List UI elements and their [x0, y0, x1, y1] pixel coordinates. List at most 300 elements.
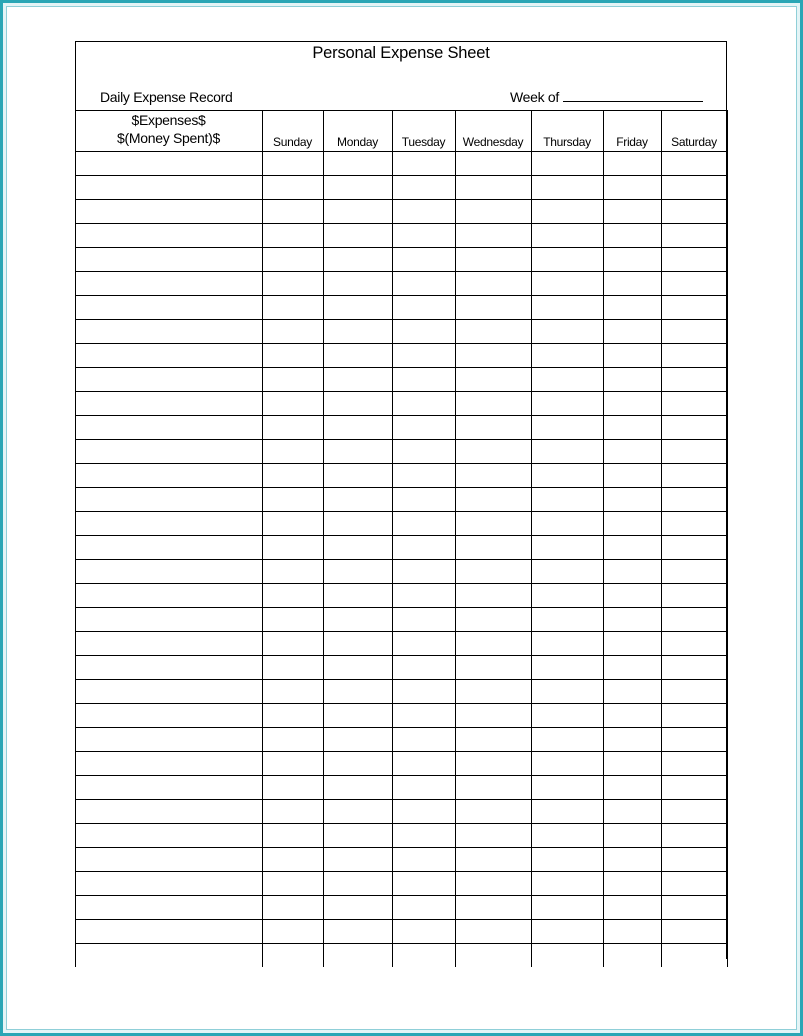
day-amount-cell[interactable] — [661, 800, 727, 824]
day-amount-cell[interactable] — [392, 296, 455, 320]
day-amount-cell[interactable] — [455, 488, 531, 512]
day-amount-cell[interactable] — [661, 272, 727, 296]
table-row — [75, 728, 727, 752]
day-amount-cell[interactable] — [661, 296, 727, 320]
day-amount-cell[interactable] — [603, 152, 661, 176]
day-amount-cell[interactable] — [531, 560, 603, 584]
day-amount-cell[interactable] — [661, 200, 727, 224]
expense-item-cell[interactable] — [75, 680, 262, 704]
day-amount-cell[interactable] — [262, 296, 323, 320]
table-row — [75, 704, 727, 728]
day-amount-cell[interactable] — [661, 152, 727, 176]
day-amount-cell[interactable] — [455, 344, 531, 368]
day-amount-cell[interactable] — [323, 464, 392, 488]
expense-item-cell[interactable] — [75, 224, 262, 248]
day-amount-cell[interactable] — [323, 176, 392, 200]
day-amount-cell[interactable] — [392, 896, 455, 920]
day-amount-cell[interactable] — [323, 320, 392, 344]
day-amount-cell[interactable] — [661, 440, 727, 464]
day-amount-cell[interactable] — [661, 704, 727, 728]
day-amount-cell[interactable] — [455, 440, 531, 464]
day-amount-cell[interactable] — [531, 176, 603, 200]
day-amount-cell[interactable] — [392, 152, 455, 176]
day-amount-cell[interactable] — [392, 464, 455, 488]
day-amount-cell[interactable] — [392, 800, 455, 824]
day-amount-cell[interactable] — [262, 680, 323, 704]
day-amount-cell[interactable] — [661, 584, 727, 608]
day-amount-cell[interactable] — [392, 560, 455, 584]
expense-item-cell[interactable] — [75, 752, 262, 776]
table-row — [75, 656, 727, 680]
day-amount-cell[interactable] — [323, 944, 392, 968]
day-amount-cell[interactable] — [323, 440, 392, 464]
day-amount-cell[interactable] — [455, 608, 531, 632]
day-amount-cell[interactable] — [603, 512, 661, 536]
day-amount-cell[interactable] — [661, 752, 727, 776]
day-amount-cell[interactable] — [323, 416, 392, 440]
day-amount-cell[interactable] — [531, 896, 603, 920]
day-amount-cell[interactable] — [661, 320, 727, 344]
day-amount-cell[interactable] — [392, 440, 455, 464]
day-amount-cell[interactable] — [455, 272, 531, 296]
day-amount-cell[interactable] — [531, 944, 603, 968]
day-amount-cell[interactable] — [323, 680, 392, 704]
day-amount-cell[interactable] — [455, 248, 531, 272]
day-amount-cell[interactable] — [455, 920, 531, 944]
day-amount-cell[interactable] — [603, 944, 661, 968]
day-amount-cell[interactable] — [531, 608, 603, 632]
day-amount-cell[interactable] — [323, 776, 392, 800]
day-amount-cell[interactable] — [262, 224, 323, 248]
day-amount-cell[interactable] — [661, 344, 727, 368]
day-amount-cell[interactable] — [603, 680, 661, 704]
table-row — [75, 776, 727, 800]
day-header-tuesday: Tuesday — [392, 111, 455, 152]
day-amount-cell[interactable] — [392, 392, 455, 416]
day-amount-cell[interactable] — [455, 416, 531, 440]
day-amount-cell[interactable] — [392, 368, 455, 392]
day-amount-cell[interactable] — [323, 584, 392, 608]
day-amount-cell[interactable] — [262, 632, 323, 656]
day-amount-cell[interactable] — [392, 680, 455, 704]
day-amount-cell[interactable] — [262, 608, 323, 632]
expense-item-cell[interactable] — [75, 344, 262, 368]
expense-item-cell[interactable] — [75, 896, 262, 920]
expense-rows — [75, 152, 727, 968]
day-amount-cell[interactable] — [262, 512, 323, 536]
day-amount-cell[interactable] — [392, 704, 455, 728]
day-amount-cell[interactable] — [661, 632, 727, 656]
day-amount-cell[interactable] — [455, 944, 531, 968]
day-amount-cell[interactable] — [531, 680, 603, 704]
sheet-title: Personal Expense Sheet — [312, 44, 490, 62]
expense-item-cell[interactable] — [75, 416, 262, 440]
day-amount-cell[interactable] — [392, 488, 455, 512]
day-amount-cell[interactable] — [603, 272, 661, 296]
day-amount-cell[interactable] — [262, 248, 323, 272]
day-amount-cell[interactable] — [531, 920, 603, 944]
expense-item-cell[interactable] — [75, 584, 262, 608]
day-amount-cell[interactable] — [392, 536, 455, 560]
day-amount-cell[interactable] — [661, 368, 727, 392]
day-amount-cell[interactable] — [392, 224, 455, 248]
expense-item-cell[interactable] — [75, 368, 262, 392]
day-amount-cell[interactable] — [455, 824, 531, 848]
day-amount-cell[interactable] — [392, 728, 455, 752]
day-amount-cell[interactable] — [323, 752, 392, 776]
expense-item-cell[interactable] — [75, 776, 262, 800]
day-amount-cell[interactable] — [603, 344, 661, 368]
day-amount-cell[interactable] — [603, 560, 661, 584]
day-amount-cell[interactable] — [323, 248, 392, 272]
day-amount-cell[interactable] — [531, 512, 603, 536]
day-amount-cell[interactable] — [661, 560, 727, 584]
day-amount-cell[interactable] — [455, 320, 531, 344]
day-amount-cell[interactable] — [455, 896, 531, 920]
day-amount-cell[interactable] — [262, 488, 323, 512]
day-amount-cell[interactable] — [531, 344, 603, 368]
day-amount-cell[interactable] — [531, 368, 603, 392]
day-amount-cell[interactable] — [531, 296, 603, 320]
day-amount-cell[interactable] — [323, 344, 392, 368]
day-amount-cell[interactable] — [262, 392, 323, 416]
day-amount-cell[interactable] — [323, 488, 392, 512]
day-amount-cell[interactable] — [262, 176, 323, 200]
expense-item-cell[interactable] — [75, 272, 262, 296]
day-amount-cell[interactable] — [531, 656, 603, 680]
day-amount-cell[interactable] — [262, 464, 323, 488]
day-amount-cell[interactable] — [603, 896, 661, 920]
day-amount-cell[interactable] — [392, 248, 455, 272]
expense-item-cell[interactable] — [75, 488, 262, 512]
day-amount-cell[interactable] — [323, 896, 392, 920]
day-amount-cell[interactable] — [603, 752, 661, 776]
day-amount-cell[interactable] — [603, 200, 661, 224]
day-amount-cell[interactable] — [661, 680, 727, 704]
table-row — [75, 296, 727, 320]
day-amount-cell[interactable] — [603, 296, 661, 320]
day-amount-cell[interactable] — [455, 848, 531, 872]
expense-item-cell[interactable] — [75, 512, 262, 536]
expense-item-cell[interactable] — [75, 536, 262, 560]
day-amount-cell[interactable] — [262, 272, 323, 296]
day-amount-cell[interactable] — [392, 272, 455, 296]
expense-item-cell[interactable] — [75, 656, 262, 680]
expense-item-cell[interactable] — [75, 704, 262, 728]
day-amount-cell[interactable] — [323, 728, 392, 752]
day-amount-cell[interactable] — [455, 560, 531, 584]
expense-item-cell[interactable] — [75, 200, 262, 224]
expense-item-cell[interactable] — [75, 872, 262, 896]
expense-item-cell[interactable] — [75, 608, 262, 632]
expense-item-cell[interactable] — [75, 320, 262, 344]
day-amount-cell[interactable] — [531, 584, 603, 608]
day-amount-cell[interactable] — [661, 920, 727, 944]
expense-item-cell[interactable] — [75, 728, 262, 752]
table-row — [75, 752, 727, 776]
day-amount-cell[interactable] — [262, 320, 323, 344]
day-amount-cell[interactable] — [323, 848, 392, 872]
day-amount-cell[interactable] — [603, 632, 661, 656]
day-amount-cell[interactable] — [323, 368, 392, 392]
day-amount-cell[interactable] — [262, 728, 323, 752]
day-amount-cell[interactable] — [531, 464, 603, 488]
expense-item-cell[interactable] — [75, 440, 262, 464]
day-amount-cell[interactable] — [323, 272, 392, 296]
day-amount-cell[interactable] — [455, 656, 531, 680]
day-amount-cell[interactable] — [262, 944, 323, 968]
day-amount-cell[interactable] — [262, 656, 323, 680]
day-amount-cell[interactable] — [661, 488, 727, 512]
day-amount-cell[interactable] — [262, 368, 323, 392]
week-of-field[interactable] — [510, 89, 703, 105]
sheet-subtitle: Daily Expense Record — [100, 89, 233, 105]
expense-item-cell[interactable] — [75, 824, 262, 848]
day-amount-cell[interactable] — [455, 224, 531, 248]
day-amount-cell[interactable] — [603, 368, 661, 392]
expense-table — [75, 110, 728, 967]
expense-item-cell[interactable] — [75, 800, 262, 824]
day-amount-cell[interactable] — [392, 200, 455, 224]
day-amount-cell[interactable] — [531, 824, 603, 848]
day-header-friday: Friday — [603, 111, 661, 152]
day-amount-cell[interactable] — [455, 704, 531, 728]
day-amount-cell[interactable] — [262, 536, 323, 560]
day-amount-cell[interactable] — [392, 752, 455, 776]
day-amount-cell[interactable] — [455, 536, 531, 560]
day-amount-cell[interactable] — [392, 944, 455, 968]
table-row — [75, 392, 727, 416]
day-amount-cell[interactable] — [392, 512, 455, 536]
day-amount-cell[interactable] — [262, 776, 323, 800]
day-amount-cell[interactable] — [531, 416, 603, 440]
table-row — [75, 920, 727, 944]
expense-item-cell[interactable] — [75, 296, 262, 320]
day-amount-cell[interactable] — [603, 920, 661, 944]
expense-item-cell[interactable] — [75, 392, 262, 416]
day-amount-cell[interactable] — [392, 344, 455, 368]
day-amount-cell[interactable] — [603, 176, 661, 200]
day-amount-cell[interactable] — [455, 752, 531, 776]
day-amount-cell[interactable] — [603, 704, 661, 728]
day-amount-cell[interactable] — [262, 152, 323, 176]
expense-item-cell[interactable] — [75, 152, 262, 176]
day-amount-cell[interactable] — [531, 272, 603, 296]
day-amount-cell[interactable] — [603, 248, 661, 272]
expense-item-cell[interactable] — [75, 248, 262, 272]
day-amount-cell[interactable] — [603, 488, 661, 512]
day-amount-cell[interactable] — [603, 848, 661, 872]
expense-item-cell[interactable] — [75, 848, 262, 872]
day-amount-cell[interactable] — [531, 776, 603, 800]
expense-item-cell[interactable] — [75, 176, 262, 200]
day-amount-cell[interactable] — [262, 800, 323, 824]
day-amount-cell[interactable] — [323, 152, 392, 176]
day-amount-cell[interactable] — [603, 536, 661, 560]
day-amount-cell[interactable] — [455, 176, 531, 200]
day-amount-cell[interactable] — [392, 632, 455, 656]
day-amount-cell[interactable] — [262, 848, 323, 872]
day-amount-cell[interactable] — [531, 728, 603, 752]
day-amount-cell[interactable] — [323, 296, 392, 320]
day-amount-cell[interactable] — [455, 872, 531, 896]
day-amount-cell[interactable] — [661, 512, 727, 536]
day-amount-cell[interactable] — [262, 416, 323, 440]
day-amount-cell[interactable] — [531, 320, 603, 344]
day-amount-cell[interactable] — [323, 200, 392, 224]
day-amount-cell[interactable] — [603, 440, 661, 464]
day-header-sunday: Sunday — [262, 111, 323, 152]
day-amount-cell[interactable] — [531, 440, 603, 464]
day-amount-cell[interactable] — [323, 872, 392, 896]
day-amount-cell[interactable] — [661, 464, 727, 488]
day-amount-cell[interactable] — [392, 872, 455, 896]
day-amount-cell[interactable] — [455, 632, 531, 656]
day-amount-cell[interactable] — [262, 824, 323, 848]
day-amount-cell[interactable] — [392, 656, 455, 680]
expense-item-cell[interactable] — [75, 632, 262, 656]
day-amount-cell[interactable] — [661, 728, 727, 752]
day-amount-cell[interactable] — [455, 152, 531, 176]
day-amount-cell[interactable] — [455, 392, 531, 416]
day-amount-cell[interactable] — [262, 344, 323, 368]
day-amount-cell[interactable] — [455, 464, 531, 488]
table-row — [75, 344, 727, 368]
day-amount-cell[interactable] — [531, 248, 603, 272]
day-header-saturday: Saturday — [661, 111, 727, 152]
expense-item-cell[interactable] — [75, 560, 262, 584]
day-amount-cell[interactable] — [531, 752, 603, 776]
day-amount-cell[interactable] — [661, 176, 727, 200]
day-amount-cell[interactable] — [392, 920, 455, 944]
day-amount-cell[interactable] — [455, 800, 531, 824]
day-amount-cell[interactable] — [455, 368, 531, 392]
day-amount-cell[interactable] — [603, 416, 661, 440]
day-amount-cell[interactable] — [603, 824, 661, 848]
day-amount-cell[interactable] — [603, 584, 661, 608]
day-amount-cell[interactable] — [392, 848, 455, 872]
table-row — [75, 176, 727, 200]
day-amount-cell[interactable] — [661, 224, 727, 248]
day-amount-cell[interactable] — [661, 416, 727, 440]
day-amount-cell[interactable] — [323, 656, 392, 680]
day-amount-cell[interactable] — [392, 584, 455, 608]
day-amount-cell[interactable] — [661, 776, 727, 800]
day-amount-cell[interactable] — [603, 728, 661, 752]
expense-item-cell[interactable] — [75, 464, 262, 488]
day-amount-cell[interactable] — [455, 680, 531, 704]
day-header-wednesday: Wednesday — [455, 111, 531, 152]
table-row — [75, 320, 727, 344]
day-amount-cell[interactable] — [661, 248, 727, 272]
day-amount-cell[interactable] — [323, 920, 392, 944]
week-of-blank[interactable] — [563, 89, 703, 102]
day-amount-cell[interactable] — [262, 920, 323, 944]
day-amount-cell[interactable] — [323, 608, 392, 632]
day-amount-cell[interactable] — [323, 392, 392, 416]
day-amount-cell[interactable] — [455, 512, 531, 536]
day-amount-cell[interactable] — [323, 632, 392, 656]
day-amount-cell[interactable] — [661, 536, 727, 560]
day-amount-cell[interactable] — [531, 392, 603, 416]
expense-item-cell[interactable] — [75, 944, 262, 968]
day-amount-cell[interactable] — [603, 608, 661, 632]
day-amount-cell[interactable] — [455, 296, 531, 320]
day-amount-cell[interactable] — [531, 536, 603, 560]
expense-item-cell[interactable] — [75, 920, 262, 944]
day-amount-cell[interactable] — [603, 656, 661, 680]
table-row — [75, 200, 727, 224]
day-amount-cell[interactable] — [323, 224, 392, 248]
day-amount-cell[interactable] — [323, 536, 392, 560]
day-amount-cell[interactable] — [603, 872, 661, 896]
day-amount-cell[interactable] — [262, 200, 323, 224]
day-amount-cell[interactable] — [531, 152, 603, 176]
day-amount-cell[interactable] — [661, 824, 727, 848]
day-amount-cell[interactable] — [531, 704, 603, 728]
day-amount-cell[interactable] — [323, 704, 392, 728]
day-amount-cell[interactable] — [603, 224, 661, 248]
day-amount-cell[interactable] — [531, 872, 603, 896]
table-row — [75, 440, 727, 464]
expenses-header-line2: $(Money Spent)$ — [117, 130, 220, 146]
day-header-thursday: Thursday — [531, 111, 603, 152]
day-amount-cell[interactable] — [262, 560, 323, 584]
day-amount-cell[interactable] — [455, 776, 531, 800]
day-amount-cell[interactable] — [392, 608, 455, 632]
day-amount-cell[interactable] — [603, 392, 661, 416]
day-amount-cell[interactable] — [262, 704, 323, 728]
day-amount-cell[interactable] — [603, 320, 661, 344]
day-amount-cell[interactable] — [603, 800, 661, 824]
day-amount-cell[interactable] — [661, 608, 727, 632]
day-amount-cell[interactable] — [603, 776, 661, 800]
day-amount-cell[interactable] — [262, 752, 323, 776]
day-amount-cell[interactable] — [262, 872, 323, 896]
day-amount-cell[interactable] — [531, 488, 603, 512]
day-amount-cell[interactable] — [392, 824, 455, 848]
day-amount-cell[interactable] — [531, 800, 603, 824]
day-amount-cell[interactable] — [603, 464, 661, 488]
day-amount-cell[interactable] — [531, 200, 603, 224]
day-amount-cell[interactable] — [392, 320, 455, 344]
day-amount-cell[interactable] — [531, 848, 603, 872]
day-amount-cell[interactable] — [661, 848, 727, 872]
day-amount-cell[interactable] — [455, 200, 531, 224]
table-row — [75, 416, 727, 440]
day-amount-cell[interactable] — [661, 872, 727, 896]
day-amount-cell[interactable] — [661, 896, 727, 920]
day-amount-cell[interactable] — [262, 896, 323, 920]
day-amount-cell[interactable] — [661, 392, 727, 416]
day-amount-cell[interactable] — [455, 728, 531, 752]
day-amount-cell[interactable] — [323, 800, 392, 824]
day-amount-cell[interactable] — [531, 224, 603, 248]
day-amount-cell[interactable] — [392, 176, 455, 200]
day-amount-cell[interactable] — [661, 944, 727, 968]
day-amount-cell[interactable] — [392, 776, 455, 800]
table-row — [75, 800, 727, 824]
day-amount-cell[interactable] — [323, 512, 392, 536]
day-amount-cell[interactable] — [531, 632, 603, 656]
day-amount-cell[interactable] — [323, 824, 392, 848]
day-amount-cell[interactable] — [661, 656, 727, 680]
day-amount-cell[interactable] — [262, 440, 323, 464]
day-amount-cell[interactable] — [262, 584, 323, 608]
day-amount-cell[interactable] — [455, 584, 531, 608]
day-amount-cell[interactable] — [392, 416, 455, 440]
day-amount-cell[interactable] — [323, 560, 392, 584]
